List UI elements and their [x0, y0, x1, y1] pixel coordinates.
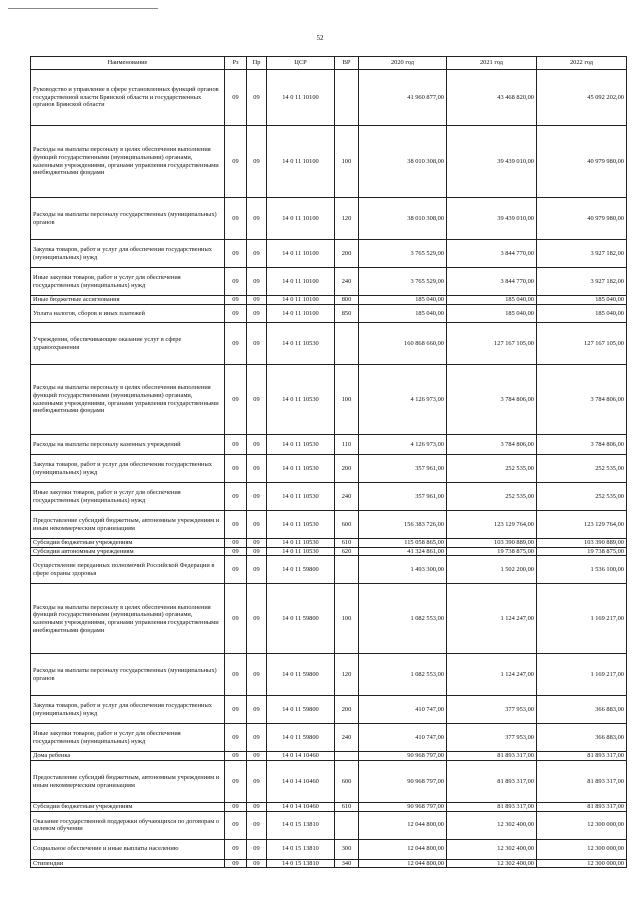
cell-name: Иные закупки товаров, работ и услуг для обеспечения государственных (муниципальных) нужд — [31, 268, 225, 296]
cell-csr: 14 0 11 59800 — [267, 724, 335, 752]
table-row — [31, 752, 627, 761]
cell-2021: 3 784 806,00 — [447, 435, 537, 455]
table-row — [31, 296, 627, 305]
cell-2022: 1 169 217,00 — [537, 654, 627, 696]
cell-csr: 14 0 11 10530 — [267, 323, 335, 365]
cell-vr — [335, 323, 359, 365]
cell-2021: 3 844 770,00 — [447, 240, 537, 268]
cell-2020: 12 044 800,00 — [359, 839, 447, 859]
cell-name: Расходы на выплаты персоналу в целях обеспечения выполнения функций государственными (муниципальными) органами, казенными учреждениями, органами управления государственными внебюджетными фондами — [31, 584, 225, 654]
table-row — [31, 323, 627, 365]
cell-2022: 1 169 217,00 — [537, 584, 627, 654]
cell-2020: 3 765 529,00 — [359, 268, 447, 296]
cell-2020: 12 044 800,00 — [359, 859, 447, 868]
header-name: Наименование — [31, 57, 225, 70]
cell-2022: 366 883,00 — [537, 724, 627, 752]
cell-name: Расходы на выплаты персоналу государственных (муниципальных) органов — [31, 198, 225, 240]
cell-name: Руководство и управление в сфере установленных функций органов государственной власти Брянской области и государственных органов Брянской области — [31, 70, 225, 126]
cell-rz: 09 — [225, 724, 247, 752]
table-row — [31, 305, 627, 323]
cell-vr: 100 — [335, 584, 359, 654]
cell-vr: 600 — [335, 511, 359, 539]
cell-2022: 81 893 317,00 — [537, 761, 627, 803]
cell-2020: 357 961,00 — [359, 483, 447, 511]
cell-pr: 09 — [247, 435, 267, 455]
cell-2022: 127 167 105,00 — [537, 323, 627, 365]
cell-2020: 4 126 973,00 — [359, 365, 447, 435]
cell-rz: 09 — [225, 435, 247, 455]
cell-pr: 09 — [247, 365, 267, 435]
cell-rz: 09 — [225, 126, 247, 198]
cell-name: Субсидии бюджетным учреждениям — [31, 539, 225, 548]
cell-vr: 600 — [335, 761, 359, 803]
cell-csr: 14 0 15 13810 — [267, 839, 335, 859]
table-body — [31, 70, 627, 868]
cell-2022: 252 535,00 — [537, 455, 627, 483]
cell-rz: 09 — [225, 761, 247, 803]
cell-2021: 39 439 010,00 — [447, 126, 537, 198]
cell-2021: 12 302 400,00 — [447, 811, 537, 839]
cell-csr: 14 0 14 10460 — [267, 803, 335, 812]
cell-pr: 09 — [247, 761, 267, 803]
cell-vr: 800 — [335, 296, 359, 305]
cell-2022: 81 893 317,00 — [537, 752, 627, 761]
header-csr: ЦСР — [267, 57, 335, 70]
table-row — [31, 70, 627, 126]
cell-pr: 09 — [247, 70, 267, 126]
cell-csr: 14 0 11 10530 — [267, 483, 335, 511]
cell-2020: 41 960 877,00 — [359, 70, 447, 126]
cell-2020: 156 383 726,00 — [359, 511, 447, 539]
cell-2022: 3 927 182,00 — [537, 268, 627, 296]
cell-rz: 09 — [225, 547, 247, 556]
cell-csr: 14 0 11 59800 — [267, 584, 335, 654]
cell-vr — [335, 752, 359, 761]
table-row — [31, 365, 627, 435]
table-row — [31, 455, 627, 483]
cell-2022: 12 300 000,00 — [537, 839, 627, 859]
cell-2022: 45 092 202,00 — [537, 70, 627, 126]
cell-vr: 100 — [335, 126, 359, 198]
cell-vr: 200 — [335, 696, 359, 724]
cell-2021: 123 129 764,00 — [447, 511, 537, 539]
cell-name: Осуществление переданных полномочий Российской Федерации в сфере охраны здоровья — [31, 556, 225, 584]
cell-rz: 09 — [225, 240, 247, 268]
table-row — [31, 761, 627, 803]
cell-rz: 09 — [225, 696, 247, 724]
cell-vr: 850 — [335, 305, 359, 323]
cell-pr: 09 — [247, 654, 267, 696]
cell-rz: 09 — [225, 803, 247, 812]
cell-csr: 14 0 11 10530 — [267, 547, 335, 556]
cell-2021: 377 953,00 — [447, 696, 537, 724]
cell-vr — [335, 811, 359, 839]
cell-csr: 14 0 11 10100 — [267, 198, 335, 240]
cell-2022: 3 784 806,00 — [537, 365, 627, 435]
cell-pr: 09 — [247, 556, 267, 584]
header-2022: 2022 год — [537, 57, 627, 70]
cell-pr: 09 — [247, 811, 267, 839]
cell-2020: 1 082 553,00 — [359, 584, 447, 654]
table-row — [31, 483, 627, 511]
cell-name: Субсидии автономным учреждениям — [31, 547, 225, 556]
cell-2022: 19 738 875,00 — [537, 547, 627, 556]
cell-pr: 09 — [247, 268, 267, 296]
cell-rz: 09 — [225, 752, 247, 761]
cell-pr: 09 — [247, 296, 267, 305]
cell-2020: 185 040,00 — [359, 305, 447, 323]
table-row — [31, 556, 627, 584]
cell-csr: 14 0 11 10530 — [267, 455, 335, 483]
cell-2020: 38 010 308,00 — [359, 126, 447, 198]
cell-pr: 09 — [247, 724, 267, 752]
cell-rz: 09 — [225, 305, 247, 323]
cell-name: Расходы на выплаты персоналу государственных (муниципальных) органов — [31, 654, 225, 696]
cell-2020: 357 961,00 — [359, 455, 447, 483]
cell-2021: 1 502 200,00 — [447, 556, 537, 584]
cell-2021: 19 738 875,00 — [447, 547, 537, 556]
table-row — [31, 268, 627, 296]
cell-2022: 185 040,00 — [537, 296, 627, 305]
cell-name: Иные закупки товаров, работ и услуг для обеспечения государственных (муниципальных) нужд — [31, 483, 225, 511]
cell-name: Предоставление субсидий бюджетным, автономным учреждениям и иным некоммерческим организациям — [31, 761, 225, 803]
cell-csr: 14 0 14 10460 — [267, 752, 335, 761]
table-row — [31, 811, 627, 839]
cell-vr: 240 — [335, 483, 359, 511]
cell-2021: 185 040,00 — [447, 296, 537, 305]
cell-2020: 90 968 797,00 — [359, 761, 447, 803]
table-row — [31, 654, 627, 696]
cell-vr: 110 — [335, 435, 359, 455]
cell-2022: 81 893 317,00 — [537, 803, 627, 812]
cell-pr: 09 — [247, 752, 267, 761]
cell-2022: 252 535,00 — [537, 483, 627, 511]
cell-name: Дома ребенка — [31, 752, 225, 761]
cell-name: Субсидии бюджетным учреждениям — [31, 803, 225, 812]
cell-2022: 103 390 889,00 — [537, 539, 627, 548]
cell-pr: 09 — [247, 539, 267, 548]
cell-vr: 100 — [335, 365, 359, 435]
cell-pr: 09 — [247, 547, 267, 556]
table-row — [31, 696, 627, 724]
cell-vr: 200 — [335, 455, 359, 483]
cell-rz: 09 — [225, 323, 247, 365]
table-header-row — [31, 57, 627, 70]
cell-csr: 14 0 11 10100 — [267, 305, 335, 323]
cell-vr: 120 — [335, 198, 359, 240]
cell-csr: 14 0 11 10100 — [267, 126, 335, 198]
cell-name: Закупка товаров, работ и услуг для обеспечения государственных (муниципальных) нужд — [31, 455, 225, 483]
table-row — [31, 584, 627, 654]
cell-name: Учреждения, обеспечивающие оказание услуг в сфере здравоохранения — [31, 323, 225, 365]
cell-2022: 40 979 980,00 — [537, 126, 627, 198]
cell-2021: 1 124 247,00 — [447, 584, 537, 654]
cell-2020: 1 082 553,00 — [359, 654, 447, 696]
cell-name: Закупка товаров, работ и услуг для обеспечения государственных (муниципальных) нужд — [31, 240, 225, 268]
cell-2020: 4 126 973,00 — [359, 435, 447, 455]
cell-rz: 09 — [225, 268, 247, 296]
cell-vr — [335, 70, 359, 126]
cell-2022: 366 883,00 — [537, 696, 627, 724]
cell-name: Иные бюджетные ассигнования — [31, 296, 225, 305]
cell-csr: 14 0 11 10100 — [267, 240, 335, 268]
cell-csr: 14 0 11 10530 — [267, 539, 335, 548]
cell-2020: 185 040,00 — [359, 296, 447, 305]
cell-rz: 09 — [225, 198, 247, 240]
cell-2021: 3 844 770,00 — [447, 268, 537, 296]
table-row — [31, 126, 627, 198]
header-2020: 2020 год — [359, 57, 447, 70]
cell-pr: 09 — [247, 483, 267, 511]
cell-rz: 09 — [225, 654, 247, 696]
cell-2021: 39 439 010,00 — [447, 198, 537, 240]
cell-csr: 14 0 14 10460 — [267, 761, 335, 803]
cell-vr: 240 — [335, 724, 359, 752]
cell-vr: 300 — [335, 839, 359, 859]
cell-2020: 115 058 865,00 — [359, 539, 447, 548]
cell-rz: 09 — [225, 296, 247, 305]
table-row — [31, 511, 627, 539]
cell-name: Расходы на выплаты персоналу в целях обеспечения выполнения функций государственными (муниципальными) органами, казенными учреждениями, органами управления государственными внебюджетными фондами — [31, 365, 225, 435]
cell-csr: 14 0 11 10530 — [267, 511, 335, 539]
cell-vr: 120 — [335, 654, 359, 696]
cell-2022: 40 979 980,00 — [537, 198, 627, 240]
cell-2022: 1 536 100,00 — [537, 556, 627, 584]
cell-pr: 09 — [247, 126, 267, 198]
header-vr: ВР — [335, 57, 359, 70]
cell-name: Предоставление субсидий бюджетным, автономным учреждениям и иным некоммерческим организациям — [31, 511, 225, 539]
cell-name: Уплата налогов, сборов и иных платежей — [31, 305, 225, 323]
table-row — [31, 435, 627, 455]
header-rz: Рз — [225, 57, 247, 70]
cell-rz: 09 — [225, 539, 247, 548]
table-row — [31, 803, 627, 812]
cell-rz: 09 — [225, 455, 247, 483]
cell-vr: 610 — [335, 803, 359, 812]
cell-vr: 240 — [335, 268, 359, 296]
cell-2020: 41 324 861,00 — [359, 547, 447, 556]
cell-pr: 09 — [247, 305, 267, 323]
cell-vr: 620 — [335, 547, 359, 556]
cell-pr: 09 — [247, 696, 267, 724]
cell-csr: 14 0 11 59800 — [267, 696, 335, 724]
cell-2021: 12 302 400,00 — [447, 859, 537, 868]
cell-2020: 3 765 529,00 — [359, 240, 447, 268]
cell-pr: 09 — [247, 198, 267, 240]
cell-2020: 160 868 660,00 — [359, 323, 447, 365]
cell-pr: 09 — [247, 455, 267, 483]
cell-vr — [335, 556, 359, 584]
cell-vr: 200 — [335, 240, 359, 268]
cell-2022: 12 300 000,00 — [537, 811, 627, 839]
cell-rz: 09 — [225, 839, 247, 859]
cell-2020: 90 968 797,00 — [359, 803, 447, 812]
cell-2021: 103 390 889,00 — [447, 539, 537, 548]
table-row — [31, 240, 627, 268]
cell-csr: 14 0 11 10530 — [267, 435, 335, 455]
page-number: 52 — [316, 34, 324, 42]
cell-rz: 09 — [225, 811, 247, 839]
cell-2022: 3 927 182,00 — [537, 240, 627, 268]
cell-2021: 12 302 400,00 — [447, 839, 537, 859]
cell-2020: 12 044 800,00 — [359, 811, 447, 839]
cell-pr: 09 — [247, 803, 267, 812]
cell-csr: 14 0 11 10100 — [267, 70, 335, 126]
cell-vr: 610 — [335, 539, 359, 548]
cell-csr: 14 0 11 59800 — [267, 556, 335, 584]
cell-2022: 123 129 764,00 — [537, 511, 627, 539]
cell-rz: 09 — [225, 584, 247, 654]
cell-name: Социальное обеспечение и иные выплаты населению — [31, 839, 225, 859]
cell-pr: 09 — [247, 240, 267, 268]
cell-name: Стипендии — [31, 859, 225, 868]
cell-2021: 252 535,00 — [447, 455, 537, 483]
budget-table — [30, 56, 627, 868]
cell-pr: 09 — [247, 584, 267, 654]
cell-rz: 09 — [225, 859, 247, 868]
cell-csr: 14 0 15 13810 — [267, 859, 335, 868]
cell-2020: 410 747,00 — [359, 696, 447, 724]
cell-2021: 377 953,00 — [447, 724, 537, 752]
cell-2022: 12 300 000,00 — [537, 859, 627, 868]
cell-rz: 09 — [225, 365, 247, 435]
cell-2020: 1 493 300,00 — [359, 556, 447, 584]
cell-2021: 81 893 317,00 — [447, 803, 537, 812]
cell-name: Иные закупки товаров, работ и услуг для обеспечения государственных (муниципальных) нужд — [31, 724, 225, 752]
cell-pr: 09 — [247, 859, 267, 868]
cell-2022: 3 784 806,00 — [537, 435, 627, 455]
cell-vr: 340 — [335, 859, 359, 868]
cell-rz: 09 — [225, 556, 247, 584]
cell-name: Расходы на выплаты персоналу казенных учреждений — [31, 435, 225, 455]
cell-name: Закупка товаров, работ и услуг для обеспечения государственных (муниципальных) нужд — [31, 696, 225, 724]
header-2021: 2021 год — [447, 57, 537, 70]
cell-rz: 09 — [225, 483, 247, 511]
cell-2021: 3 784 806,00 — [447, 365, 537, 435]
cell-2021: 185 040,00 — [447, 305, 537, 323]
cell-2021: 127 167 105,00 — [447, 323, 537, 365]
cell-rz: 09 — [225, 70, 247, 126]
cell-pr: 09 — [247, 511, 267, 539]
cell-2021: 81 893 317,00 — [447, 761, 537, 803]
cell-pr: 09 — [247, 323, 267, 365]
table-row — [31, 547, 627, 556]
cell-name: Оказание государственной поддержки обучающихся по договорам о целевом обучении — [31, 811, 225, 839]
header-pr: Пр — [247, 57, 267, 70]
cell-csr: 14 0 15 13810 — [267, 811, 335, 839]
cell-2021: 252 535,00 — [447, 483, 537, 511]
cell-csr: 14 0 11 59800 — [267, 654, 335, 696]
table-row — [31, 198, 627, 240]
top-rule — [8, 8, 158, 9]
cell-2020: 90 968 797,00 — [359, 752, 447, 761]
table-row — [31, 724, 627, 752]
cell-2020: 38 010 308,00 — [359, 198, 447, 240]
cell-2021: 1 124 247,00 — [447, 654, 537, 696]
table-row — [31, 839, 627, 859]
cell-csr: 14 0 11 10100 — [267, 296, 335, 305]
table-row — [31, 859, 627, 868]
cell-2022: 185 040,00 — [537, 305, 627, 323]
cell-csr: 14 0 11 10100 — [267, 268, 335, 296]
cell-pr: 09 — [247, 839, 267, 859]
cell-rz: 09 — [225, 511, 247, 539]
cell-2021: 81 893 317,00 — [447, 752, 537, 761]
cell-csr: 14 0 11 10530 — [267, 365, 335, 435]
cell-name: Расходы на выплаты персоналу в целях обеспечения выполнения функций государственными (муниципальными) органами, казенными учреждениями, органами управления государственными внебюджетными фондами — [31, 126, 225, 198]
cell-2020: 410 747,00 — [359, 724, 447, 752]
cell-2021: 43 468 820,00 — [447, 70, 537, 126]
table-row — [31, 539, 627, 548]
